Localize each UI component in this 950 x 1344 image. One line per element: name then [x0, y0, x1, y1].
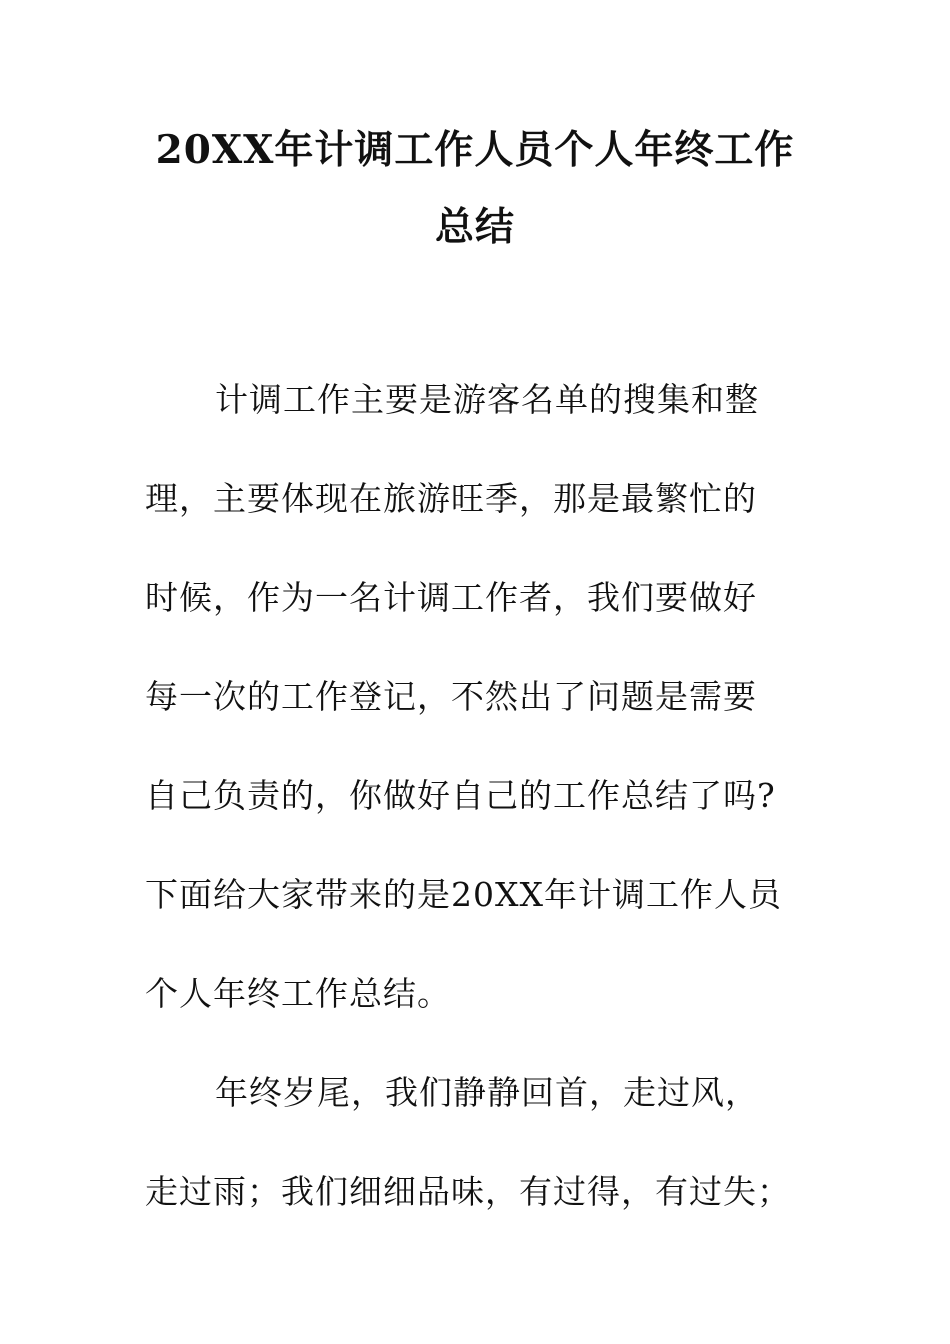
- paragraph-1-line-2: 理，主要体现在旅游旺季，那是最繁忙的: [145, 479, 757, 518]
- document-title-line-2: 总结: [434, 204, 515, 250]
- paragraph-1-line-5: 自己负责的，你做好自己的工作总结了吗?: [145, 776, 776, 815]
- paragraph-1-line-6: 下面给大家带来的是20XX年计调工作人员: [145, 875, 782, 914]
- paragraph-1-line-7: 个人年终工作总结。: [145, 974, 451, 1013]
- paragraph-2-line-1: 年终岁尾，我们静静回首，走过风，: [215, 1073, 759, 1112]
- paragraph-1-line-4: 每一次的工作登记，不然出了问题是需要: [145, 677, 757, 716]
- paragraph-1-line-3: 时候，作为一名计调工作者，我们要做好: [145, 578, 757, 617]
- paragraph-1-line-1: 计调工作主要是游客名单的搜集和整: [215, 380, 759, 419]
- document-title-line-1: 20XX年计调工作人员个人年终工作: [155, 127, 795, 173]
- paragraph-2-line-2: 走过雨；我们细细品味，有过得，有过失；: [145, 1172, 791, 1211]
